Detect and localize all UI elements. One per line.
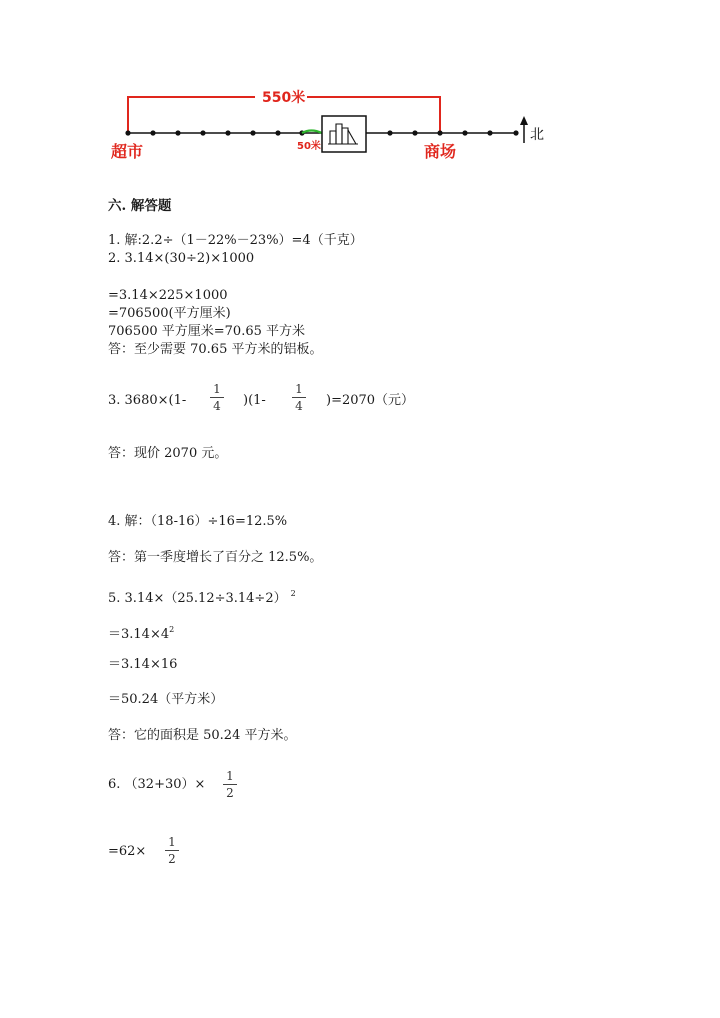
north-label: 北 (530, 127, 544, 143)
fraction-numerator: 1 (226, 769, 234, 783)
road-marker (200, 130, 205, 135)
q5-line-2-text: ＝3.14×4 (108, 627, 170, 642)
road-marker (275, 130, 280, 135)
fraction-bar (210, 397, 224, 398)
fraction-denominator: 2 (168, 852, 176, 866)
q6-line-1: 6. （32+30）× (108, 777, 206, 792)
q6-line-2: =62× (108, 844, 147, 859)
road-marker (387, 130, 392, 135)
q3-answer: 答：现价 2070 元。 (108, 446, 228, 461)
q3-part-b: )(1- (243, 393, 266, 408)
fraction-denominator: 4 (295, 399, 303, 413)
fraction-numerator: 1 (168, 835, 176, 849)
q5-answer: 答：它的面积是 50.24 平方米。 (108, 728, 297, 743)
q4-line-1: 4. 解：（18-16）÷16=12.5% (108, 514, 288, 529)
fraction-bar (292, 397, 306, 398)
distance-label: 550米 (262, 90, 306, 106)
q5-line-1 (108, 585, 296, 608)
small-distance-label: 50米 (297, 141, 321, 152)
q3-part-a: 3. 3680×(1- (108, 393, 187, 408)
road-marker (437, 130, 442, 135)
right-place-label: 商场 (424, 142, 457, 161)
left-place-label: 超市 (111, 142, 144, 161)
section-title: 六. 解答题 (108, 198, 172, 214)
road-marker (487, 130, 492, 135)
fraction-numerator: 1 (295, 382, 303, 396)
q6-fraction-2 (165, 835, 179, 866)
q5-line-1-exponent: 2 (290, 589, 296, 598)
q1-line: 1. 解:2.2÷（1－22%－23%）=4（千克） (108, 233, 363, 248)
fraction-bar (165, 850, 179, 851)
fraction-numerator: 1 (213, 382, 221, 396)
q2-line-1: 2. 3.14×(30÷2)×1000 (108, 251, 255, 266)
road-marker (513, 130, 518, 135)
q2-line-4: 706500 平方厘米=70.65 平方米 (108, 324, 305, 339)
road-marker (175, 130, 180, 135)
fraction-denominator: 4 (213, 399, 221, 413)
road-marker (250, 130, 255, 135)
q5-line-2 (108, 621, 174, 644)
north-arrow-icon (520, 116, 528, 143)
q2-line-3: =706500(平方厘米) (108, 306, 231, 321)
road-marker (150, 130, 155, 135)
road-marker (412, 130, 417, 135)
building-icon (322, 116, 366, 152)
road-marker (125, 130, 130, 135)
q2-answer: 答：至少需要 70.65 平方米的铝板。 (108, 342, 323, 357)
map-diagram (0, 0, 720, 170)
q4-answer: 答：第一季度增长了百分之 12.5%。 (108, 550, 323, 565)
q5-line-2-exponent: 2 (169, 625, 175, 634)
q3-fraction-2 (292, 382, 306, 413)
q6-fraction-1 (223, 769, 237, 800)
q3-part-c: )=2070（元） (326, 393, 415, 408)
q5-line-4: ＝50.24（平方米） (108, 692, 224, 707)
fraction-bar (223, 784, 237, 785)
q5-line-1-text: 5. 3.14×（25.12÷3.14÷2） (108, 591, 287, 606)
road-marker (225, 130, 230, 135)
q2-line-2: =3.14×225×1000 (108, 288, 228, 303)
road-marker (462, 130, 467, 135)
q3-fraction-1 (210, 382, 224, 413)
q5-line-3: ＝3.14×16 (108, 657, 178, 672)
fraction-denominator: 2 (226, 786, 234, 800)
